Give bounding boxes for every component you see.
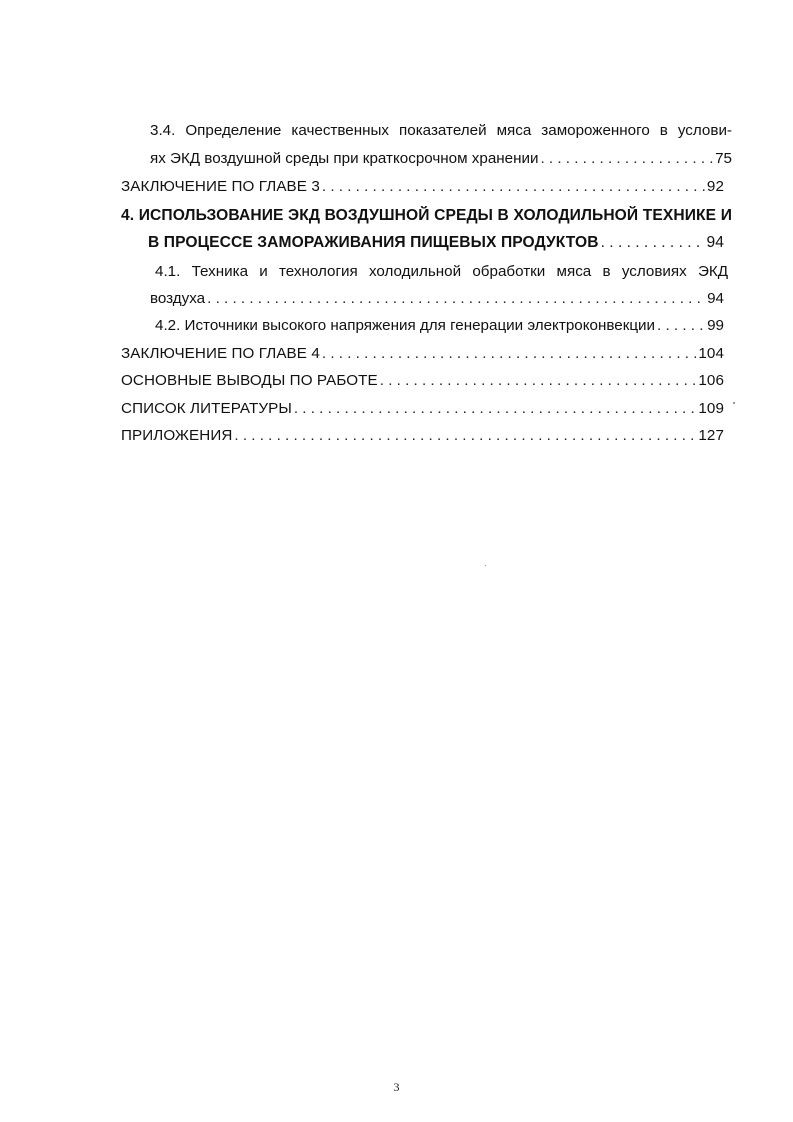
toc-entry-3-4[interactable] (150, 149, 732, 169)
toc-page-number: 99 (707, 317, 724, 334)
toc-entry-3-4-line2: ях ЭКД воздушной среды при краткосрочном хранении (150, 150, 539, 167)
toc-entry-conclusion-4[interactable] (121, 344, 724, 364)
toc-page-number: 104 (698, 345, 724, 362)
scan-speck (485, 565, 486, 566)
toc-entry-references[interactable] (121, 399, 724, 419)
page-number: 3 (393, 1080, 400, 1094)
toc-page-number: 109 (698, 400, 724, 417)
dot-leader (322, 177, 705, 197)
toc-entry-chapter-4-line2: В ПРОЦЕССЕ ЗАМОРАЖИВАНИЯ ПИЩЕВЫХ ПРОДУКТОВ (148, 234, 599, 251)
dot-leader (657, 316, 705, 336)
toc-entry-4-2[interactable] (155, 316, 724, 336)
toc-entry-appendices[interactable] (121, 426, 724, 446)
toc-page-number: 94 (706, 234, 724, 251)
toc-entry-title: ЗАКЛЮЧЕНИЕ ПО ГЛАВЕ 4 (121, 345, 320, 362)
toc-entry-title: ПРИЛОЖЕНИЯ (121, 427, 233, 444)
toc-entry-chapter-4-line1: 4. ИСПОЛЬЗОВАНИЕ ЭКД ВОЗДУШНОЙ СРЕДЫ В ХОЛОДИЛЬНОЙ ТЕХНИКЕ И (121, 207, 732, 224)
toc-page-number: 94 (707, 290, 724, 307)
toc-page-number: 92 (706, 178, 724, 195)
toc-entry-main-findings[interactable] (121, 371, 724, 391)
toc-entry-title: ЗАКЛЮЧЕНИЕ ПО ГЛАВЕ 3 (121, 178, 320, 195)
toc-entry-4-1[interactable] (150, 289, 724, 309)
dot-leader (601, 233, 705, 253)
toc-entry-4-1-line1: 4.1. Техника и технология холодильной обработки мяса в условиях ЭКД (155, 263, 728, 280)
toc-page-number: 106 (698, 372, 724, 389)
dot-leader (380, 371, 697, 391)
dot-leader (540, 149, 713, 169)
toc-entry-3-4-line1: 3.4. Определение качественных показателей мяса замороженного в услови- (150, 122, 732, 139)
scan-speck (733, 402, 735, 404)
dot-leader (234, 426, 696, 446)
toc-page-number: 127 (698, 427, 724, 444)
dot-leader (294, 399, 697, 419)
toc-entry-title: СПИСОК ЛИТЕРАТУРЫ (121, 400, 292, 417)
toc-entry-title: 4.2. Источники высокого напряжения для генерации электроконвекции (155, 317, 656, 334)
dot-leader (207, 289, 705, 309)
toc-entry-title: ОСНОВНЫЕ ВЫВОДЫ ПО РАБОТЕ (121, 372, 378, 389)
toc-entry-4-1-line2: воздуха (150, 290, 206, 307)
toc-entry-chapter-4[interactable] (148, 233, 724, 253)
dot-leader (322, 344, 696, 364)
toc-page-number: 75 (715, 150, 732, 167)
toc-entry-conclusion-3[interactable] (121, 177, 724, 197)
